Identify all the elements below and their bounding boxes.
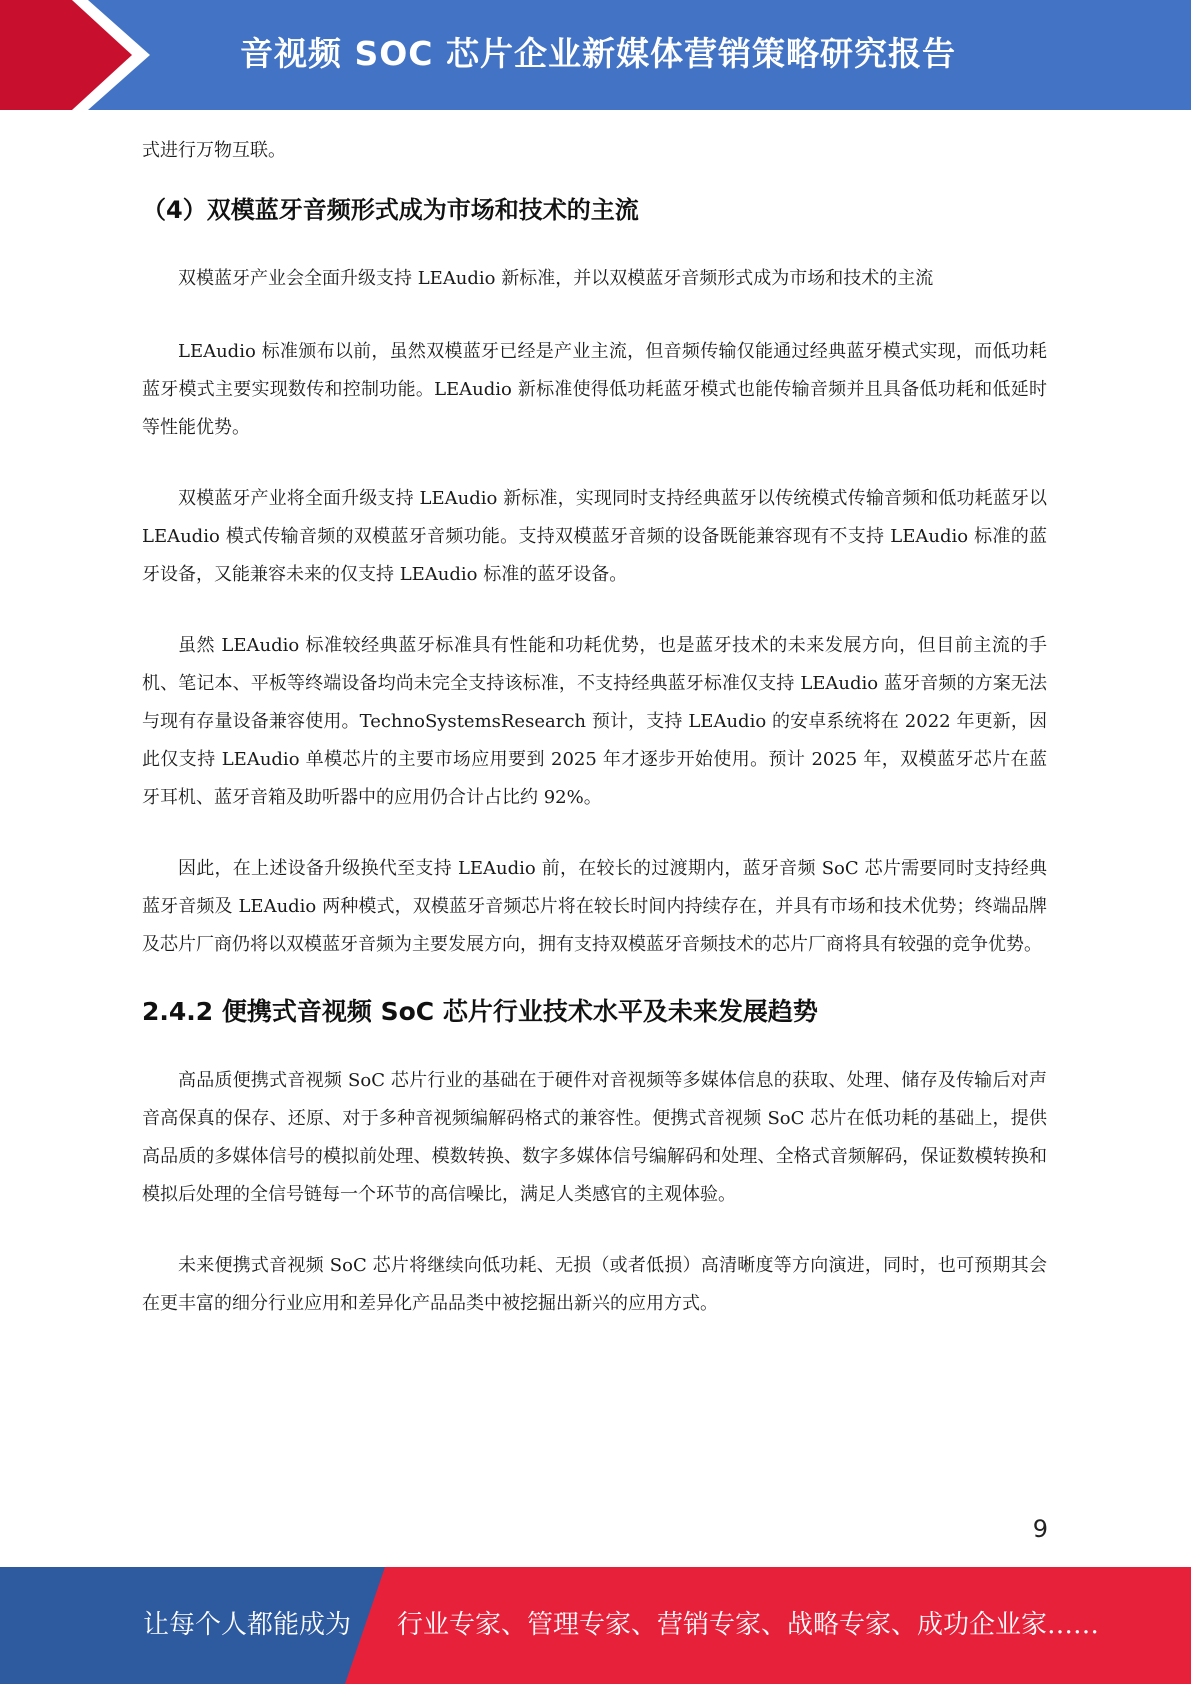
paragraph-7: 未来便携式音视频 SoC 芯片将继续向低功耗、无损（或者低损）高清晰度等方向演进，同时，也可预期其会在更丰富的细分行业应用和差异化产品品类中被挖掘出新兴的应用方式。	[142, 1255, 1047, 1314]
footer-banner	[0, 1567, 1191, 1684]
chevron-logo-icon	[0, 0, 160, 110]
paragraph-1: 双模蓝牙产业会全面升级支持 LEAudio 新标准，并以双模蓝牙音频形式成为市场和技术的主流	[178, 268, 934, 289]
paragraph-2: LEAudio 标准颁布以前，虽然双模蓝牙已经是产业主流，但音频传输仅能通过经典蓝牙模式实现，而低功耗蓝牙模式主要实现数传和控制功能。LEAudio 新标准使得低功耗蓝牙模式也能传输音频并且具备低功耗和低延时等性能优势。	[142, 341, 1047, 438]
paragraph-4: 虽然 LEAudio 标准较经典蓝牙标准具有性能和功耗优势，也是蓝牙技术的未来发展方向，但目前主流的手机、笔记本、平板等终端设备均尚未完全支持该标准，不支持经典蓝牙标准仅支持 LEAudio 蓝牙音频的方案无法与现有存量设备兼容使用。TechnoSystemsResearch 预计，支持 LEAudio 的安卓系统将在 2022 年更新，因此仅支持 LEAudio 单模芯片的主要市场应用要到 2025 年才逐步开始使用。预计 2025 年，双模蓝牙芯片在蓝牙耳机、蓝牙音箱及助听器中的应用仍合计占比约 92%。	[142, 635, 1047, 808]
section-heading-2-4-2: 2.4.2 便携式音视频 SoC 芯片行业技术水平及未来发展趋势	[142, 997, 818, 1026]
page-number: 9	[1032, 1515, 1048, 1543]
paragraph-6: 高品质便携式音视频 SoC 芯片行业的基础在于硬件对音视频等多媒体信息的获取、处理、储存及传输后对声音高保真的保存、还原、对于多种音视频编解码格式的兼容性。便携式音视频 SoC 芯片在低功耗的基础上，提供高品质的多媒体信号的模拟前处理、模数转换、数字多媒体信号编解码和处理、全格式音频解码，保证数模转换和模拟后处理的全信号链每一个环节的高信噪比，满足人类感官的主观体验。	[142, 1070, 1047, 1205]
footer-slogan-right: 行业专家、管理专家、营销专家、战略专家、成功企业家……	[397, 1610, 1100, 1640]
continuation-text: 式进行万物互联。	[142, 140, 286, 161]
document-title: 音视频 SOC 芯片企业新媒体营销策略研究报告	[240, 34, 957, 73]
header-banner	[0, 0, 1191, 110]
paragraph-3: 双模蓝牙产业将全面升级支持 LEAudio 新标准，实现同时支持经典蓝牙以传统模式传输音频和低功耗蓝牙以 LEAudio 模式传输音频的双模蓝牙音频功能。支持双模蓝牙音频的设备既能兼容现有不支持 LEAudio 标准的蓝牙设备，又能兼容未来的仅支持 LEAudio 标准的蓝牙设备。	[142, 488, 1047, 585]
section-heading-4: （4）双模蓝牙音频形式成为市场和技术的主流	[142, 196, 639, 224]
paragraph-5: 因此，在上述设备升级换代至支持 LEAudio 前，在较长的过渡期内，蓝牙音频 SoC 芯片需要同时支持经典蓝牙音频及 LEAudio 两种模式，双模蓝牙音频芯片将在较长时间内持续存在，并具有市场和技术优势；终端品牌及芯片厂商仍将以双模蓝牙音频为主要发展方向，拥有支持双模蓝牙音频技术的芯片厂商将具有较强的竞争优势。	[142, 858, 1047, 955]
page-content	[142, 132, 1047, 1323]
footer-slogan-left: 让每个人都能成为	[143, 1610, 352, 1640]
